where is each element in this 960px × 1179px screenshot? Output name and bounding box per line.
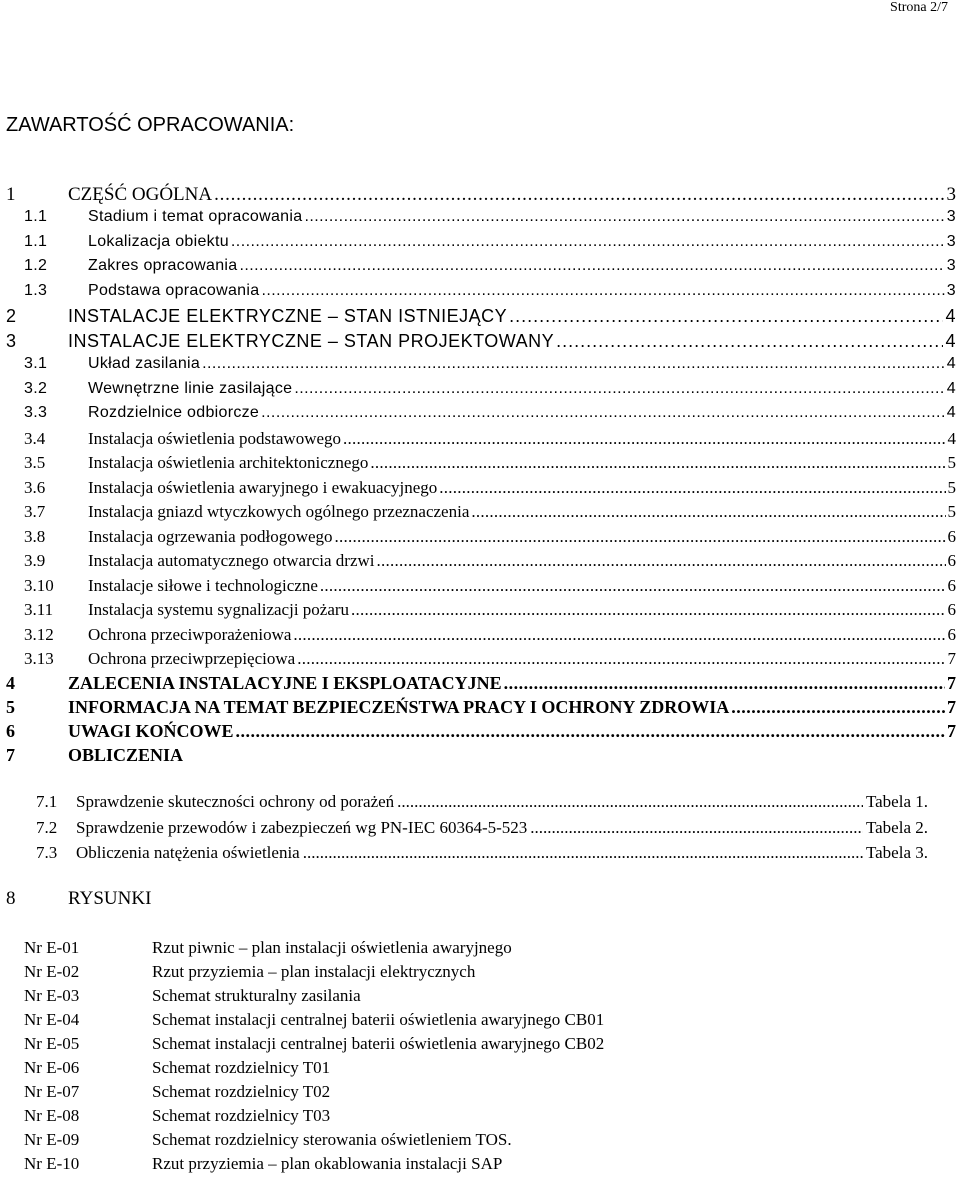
drawing-number: Nr E-03 — [24, 986, 80, 1005]
calculation-title: Obliczenia natężenia oświetlenia — [76, 843, 300, 862]
toc-entry-number: 7 — [6, 745, 15, 765]
toc-entry-title: Wewnętrzne linie zasilające — [88, 380, 293, 397]
toc-leader-dots — [261, 282, 944, 300]
toc-entry[interactable] — [88, 502, 956, 522]
toc-entry[interactable] — [68, 184, 956, 206]
toc-entry-number: 3.9 — [24, 551, 46, 570]
toc-entry-title: INFORMACJA NA TEMAT BEZPIECZEŃSTWA PRACY I OCHRONY ZDROWIA — [68, 697, 730, 717]
toc-leader-dots — [293, 625, 945, 645]
toc-entry-title: Rozdzielnice odbiorcze — [88, 404, 260, 421]
toc-entry-number: 3.11 — [24, 600, 54, 619]
toc-entry[interactable] — [88, 380, 956, 398]
toc-entry-page: 4 — [945, 306, 956, 326]
toc-entry[interactable] — [88, 355, 956, 373]
toc-entry-number: 3.4 — [24, 429, 46, 448]
drawing-title: Schemat rozdzielnicy T02 — [152, 1082, 331, 1101]
toc-entry-number: 1.3 — [24, 282, 48, 299]
toc-entry[interactable] — [68, 745, 956, 766]
toc-entry-page: 3 — [946, 208, 956, 225]
drawing-number: Nr E-01 — [24, 938, 80, 957]
drawing-title: Schemat rozdzielnicy sterowania oświetleniem TOS. — [152, 1130, 512, 1149]
toc-entry-number: 6 — [6, 721, 15, 741]
toc-entry-number: 3.8 — [24, 527, 46, 546]
toc-leader-dots — [370, 453, 945, 473]
toc-leader-dots — [731, 697, 945, 718]
toc-entry-page: 3 — [946, 257, 956, 274]
toc-entry[interactable] — [88, 282, 956, 300]
toc-entry-page: 6 — [947, 576, 956, 595]
calculation-title: Sprawdzenie przewodów i zabezpieczeń wg PN-IEC 60364-5-523 — [76, 818, 528, 837]
calculation-leader-dots — [530, 818, 863, 838]
drawings-section-title: RYSUNKI — [68, 888, 152, 909]
toc-entry-number: 1 — [6, 184, 16, 205]
toc-entry-page: 6 — [947, 527, 956, 546]
calculation-table-ref: Tabela 3. — [865, 843, 928, 862]
calculation-number: 7.3 — [36, 843, 58, 862]
calculation-leader-dots — [303, 843, 863, 863]
toc-entry-number: 3 — [6, 331, 17, 351]
toc-entry-number: 5 — [6, 697, 15, 717]
toc-entry[interactable] — [88, 478, 956, 498]
calculation-entry[interactable] — [76, 843, 928, 863]
toc-entry-page: 7 — [947, 721, 956, 741]
toc-entry-number: 3.12 — [24, 625, 54, 644]
document-heading: ZAWARTOŚĆ OPRACOWANIA: — [6, 114, 295, 136]
toc-entry-page: 5 — [947, 502, 956, 521]
drawing-title: Schemat instalacji centralnej baterii oświetlenia awaryjnego CB01 — [152, 1010, 605, 1029]
toc-leader-dots — [556, 331, 943, 352]
drawing-number: Nr E-07 — [24, 1082, 80, 1101]
calculation-title: Sprawdzenie skuteczności ochrony od porażeń — [76, 792, 395, 811]
toc-entry-title: Instalacja oświetlenia podstawowego — [88, 429, 342, 448]
drawing-title: Rzut przyziemia – plan okablowania instalacji SAP — [152, 1154, 503, 1173]
toc-entry-page: 4 — [946, 355, 956, 372]
toc-leader-dots — [343, 429, 945, 449]
toc-entry[interactable] — [88, 600, 956, 620]
toc-entry-title: UWAGI KOŃCOWE — [68, 721, 234, 741]
toc-entry[interactable] — [68, 331, 956, 352]
toc-entry-number: 1.1 — [24, 233, 48, 250]
toc-entry[interactable] — [88, 233, 956, 251]
calculation-table-ref: Tabela 1. — [865, 792, 928, 811]
toc-entry-title: Instalacja systemu sygnalizacji pożaru — [88, 600, 350, 619]
toc-entry-page: 4 — [947, 429, 956, 448]
drawing-number: Nr E-05 — [24, 1034, 80, 1053]
toc-entry[interactable] — [88, 576, 956, 596]
toc-entry-page: 7 — [947, 673, 956, 693]
toc-leader-dots — [214, 184, 944, 206]
toc-entry-title: Układ zasilania — [88, 355, 201, 372]
toc-entry-page: 3 — [946, 233, 956, 250]
toc-entry[interactable] — [88, 208, 956, 226]
toc-leader-dots — [351, 600, 945, 620]
toc-entry-number: 3.7 — [24, 502, 46, 521]
calculation-leader-dots — [397, 792, 863, 812]
toc-entry[interactable] — [68, 673, 956, 694]
toc-entry-page: 3 — [946, 184, 956, 205]
toc-entry-number: 1.1 — [24, 208, 48, 225]
toc-entry-page: 4 — [946, 380, 956, 397]
toc-entry-number: 1.2 — [24, 257, 48, 274]
drawing-title: Schemat instalacji centralnej baterii oświetlenia awaryjnego CB02 — [152, 1034, 605, 1053]
toc-entry-number: 3.13 — [24, 649, 54, 668]
toc-entry-title: Instalacja oświetlenia architektonicznego — [88, 453, 369, 472]
toc-leader-dots — [294, 380, 944, 398]
drawing-number: Nr E-06 — [24, 1058, 80, 1077]
calculation-entry[interactable] — [76, 818, 928, 838]
toc-leader-dots — [504, 673, 945, 694]
drawing-title: Rzut przyziemia – plan instalacji elektrycznych — [152, 962, 476, 981]
toc-entry[interactable] — [88, 429, 956, 449]
toc-entry-title: Instalacja gniazd wtyczkowych ogólnego przeznaczenia — [88, 502, 470, 521]
toc-entry[interactable] — [88, 527, 956, 547]
toc-entry-title: Stadium i temat opracowania — [88, 208, 303, 225]
toc-entry-title: Lokalizacja obiektu — [88, 233, 229, 250]
toc-entry-page: 6 — [947, 600, 956, 619]
toc-entry-number: 3.2 — [24, 380, 48, 397]
toc-entry-page: 3 — [946, 282, 956, 299]
toc-entry[interactable] — [68, 697, 956, 718]
toc-entry-number: 3.6 — [24, 478, 46, 497]
toc-entry-title: Instalacja ogrzewania podłogowego — [88, 527, 333, 546]
toc-entry-page: 5 — [947, 478, 956, 497]
toc-entry-number: 3.1 — [24, 355, 48, 372]
toc-entry-page: 4 — [945, 331, 956, 351]
drawing-title: Schemat strukturalny zasilania — [152, 986, 361, 1005]
toc-entry[interactable] — [88, 649, 956, 669]
toc-entry-number: 4 — [6, 673, 15, 693]
toc-leader-dots — [239, 257, 944, 275]
toc-entry-page: 7 — [947, 649, 956, 668]
toc-leader-dots — [335, 527, 946, 547]
calculation-number: 7.2 — [36, 818, 58, 837]
toc-leader-dots — [231, 233, 945, 251]
toc-entry-page: 6 — [947, 551, 956, 570]
toc-entry[interactable] — [68, 306, 956, 327]
drawing-title: Schemat rozdzielnicy T03 — [152, 1106, 331, 1125]
toc-entry-title: Podstawa opracowania — [88, 282, 260, 299]
toc-entry-title: Instalacja oświetlenia awaryjnego i ewakuacyjnego — [88, 478, 438, 497]
toc-entry-page: 6 — [947, 625, 956, 644]
toc-leader-dots — [202, 355, 945, 373]
drawing-number: Nr E-08 — [24, 1106, 80, 1125]
toc-leader-dots — [509, 306, 943, 327]
toc-entry-title: INSTALACJE ELEKTRYCZNE – STAN PROJEKTOWANY — [68, 331, 555, 351]
toc-entry-page: 4 — [946, 404, 956, 421]
drawing-title: Schemat rozdzielnicy T01 — [152, 1058, 331, 1077]
toc-entry-title: CZĘŚĆ OGÓLNA — [68, 184, 213, 205]
drawing-number: Nr E-09 — [24, 1130, 80, 1149]
drawing-number: Nr E-02 — [24, 962, 80, 981]
drawing-number: Nr E-10 — [24, 1154, 80, 1173]
toc-leader-dots — [236, 721, 945, 742]
toc-leader-dots — [471, 502, 945, 522]
toc-entry-title: Zakres opracowania — [88, 257, 238, 274]
toc-entry-page: 7 — [947, 697, 956, 717]
toc-entry-number: 3.3 — [24, 404, 48, 421]
page-number: Strona 2/7 — [890, 0, 948, 15]
toc-entry[interactable] — [88, 404, 956, 422]
toc-entry-title: Ochrona przeciwprzepięciowa — [88, 649, 296, 668]
toc-entry-title: ZALECENIA INSTALACYJNE I EKSPLOATACYJNE — [68, 673, 502, 693]
toc-entry[interactable] — [68, 721, 956, 742]
toc-entry-number: 2 — [6, 306, 17, 326]
toc-entry[interactable] — [88, 551, 956, 571]
toc-entry-title: Instalacje siłowe i technologiczne — [88, 576, 318, 595]
toc-entry-page: 5 — [947, 453, 956, 472]
toc-entry[interactable] — [88, 625, 956, 645]
toc-entry[interactable] — [88, 257, 956, 275]
toc-entry-title: Ochrona przeciwporażeniowa — [88, 625, 292, 644]
toc-entry-number: 3.5 — [24, 453, 46, 472]
toc-leader-dots — [304, 208, 944, 226]
toc-entry-title: OBLICZENIA — [68, 745, 184, 765]
calculation-number: 7.1 — [36, 792, 58, 811]
toc-leader-dots — [297, 649, 945, 669]
toc-leader-dots — [439, 478, 945, 498]
drawing-number: Nr E-04 — [24, 1010, 80, 1029]
calculation-table-ref: Tabela 2. — [865, 818, 928, 837]
toc-entry[interactable] — [88, 453, 956, 473]
toc-entry-title: INSTALACJE ELEKTRYCZNE – STAN ISTNIEJĄCY — [68, 306, 508, 326]
calculation-entry[interactable] — [76, 792, 928, 812]
toc-leader-dots — [261, 404, 945, 422]
toc-entry-number: 3.10 — [24, 576, 54, 595]
toc-entry-title: Instalacja automatycznego otwarcia drzwi — [88, 551, 375, 570]
toc-leader-dots — [320, 576, 946, 596]
toc-leader-dots — [377, 551, 946, 571]
drawings-section-number: 8 — [6, 888, 16, 909]
drawing-title: Rzut piwnic – plan instalacji oświetlenia awaryjnego — [152, 938, 512, 957]
